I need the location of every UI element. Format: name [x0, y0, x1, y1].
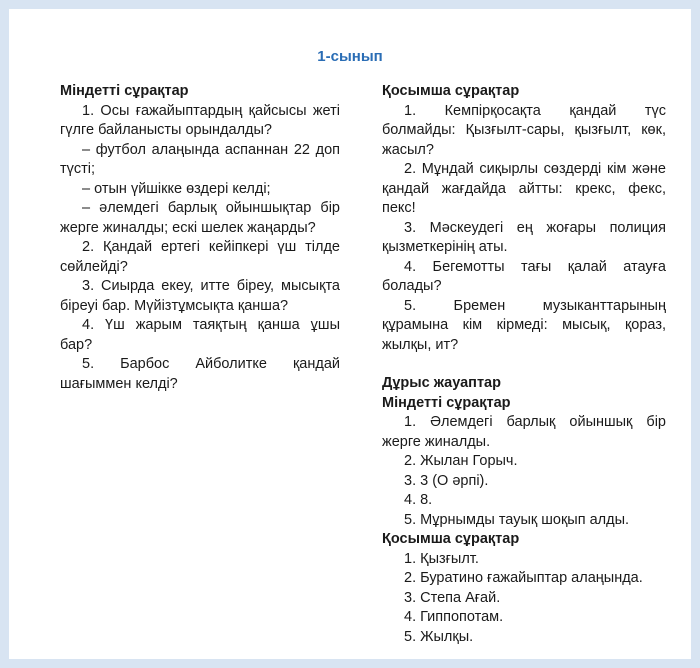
- question-paragraph: – әлемдегі барлық ойыншықтар бір жерге жиналды; ескі шелек жаңарды?: [60, 200, 340, 236]
- extra-question-paragraph: 4. Бегемотты тағы қалай атауға болады?: [382, 258, 666, 294]
- right-column: [382, 82, 666, 647]
- answers-extra-heading: Қосымша сұрақтар: [382, 531, 520, 547]
- answer-item: 4. Гиппопотам.: [404, 609, 504, 625]
- answer-item: 3. Степа Ағай.: [404, 589, 501, 606]
- question-paragraph: 2. Қандай ертегі кейіпкері үш тілде сөйлейді?: [60, 239, 340, 275]
- extra-question-paragraph: 2. Мұндай сиқырлы сөздерді кім және қандай жағдайда айтты: крекс, фекс, пекс!: [382, 161, 666, 216]
- answer-item: 5. Мұрнымды тауық шоқып алды.: [404, 511, 630, 528]
- question-paragraph: 5. Барбос Айболитке қандай шағыммен келді?: [60, 356, 340, 392]
- answer-item: 1. Қызғылт.: [404, 550, 479, 567]
- answer-item: 3. 3 (О әрпі).: [404, 472, 489, 489]
- question-paragraph: 4. Үш жарым таяқтың қанша ұшы бар?: [60, 317, 340, 353]
- question-paragraph: – отын үйшікке өздері келді;: [82, 180, 271, 197]
- left-column: [60, 82, 340, 394]
- question-paragraph: 3. Сиырда екеу, итте біреу, мысықта біреуі бар. Мүйізтұмсықта қанша?: [60, 278, 340, 314]
- extra-question-paragraph: 3. Мәскеудегі ең жоғары полиция қызметкерінің аты.: [382, 219, 666, 255]
- section-spacer: [382, 355, 666, 374]
- question-paragraph: 1. Осы ғажайыптардың қайсысы жеті гүлге байланысты орындалды?: [60, 102, 340, 138]
- extra-question-paragraph: 5. Бремен музыканттарының құрамына кім кірмеді: мысық, қораз, жылқы, ит?: [382, 297, 666, 353]
- answer-item: 4. 8.: [404, 492, 433, 508]
- question-paragraph: – футбол алаңында аспаннан 22 доп түсті;: [60, 141, 340, 177]
- answer-item: 2. Буратино ғажайыптар алаңында.: [404, 570, 643, 586]
- extra-questions-heading: Қосымша сұрақтар: [382, 83, 520, 99]
- answer-item: 1. Әлемдегі барлық ойыншық бір жерге жиналды.: [382, 414, 666, 450]
- answers-required-heading: Міндетті сұрақтар: [382, 394, 511, 411]
- answers-heading: Дұрыс жауаптар: [382, 375, 501, 391]
- answer-item: 5. Жылқы.: [404, 628, 474, 645]
- answer-item: 2. Жылан Горыч.: [404, 453, 518, 469]
- page-title: 1-сынып: [317, 48, 383, 65]
- required-questions-heading: Міндетті сұрақтар: [60, 83, 189, 99]
- extra-question-paragraph: 1. Кемпірқосақта қандай түс болмайды: Қызғылт-сары, қызғылт, көк, жасыл?: [382, 102, 666, 158]
